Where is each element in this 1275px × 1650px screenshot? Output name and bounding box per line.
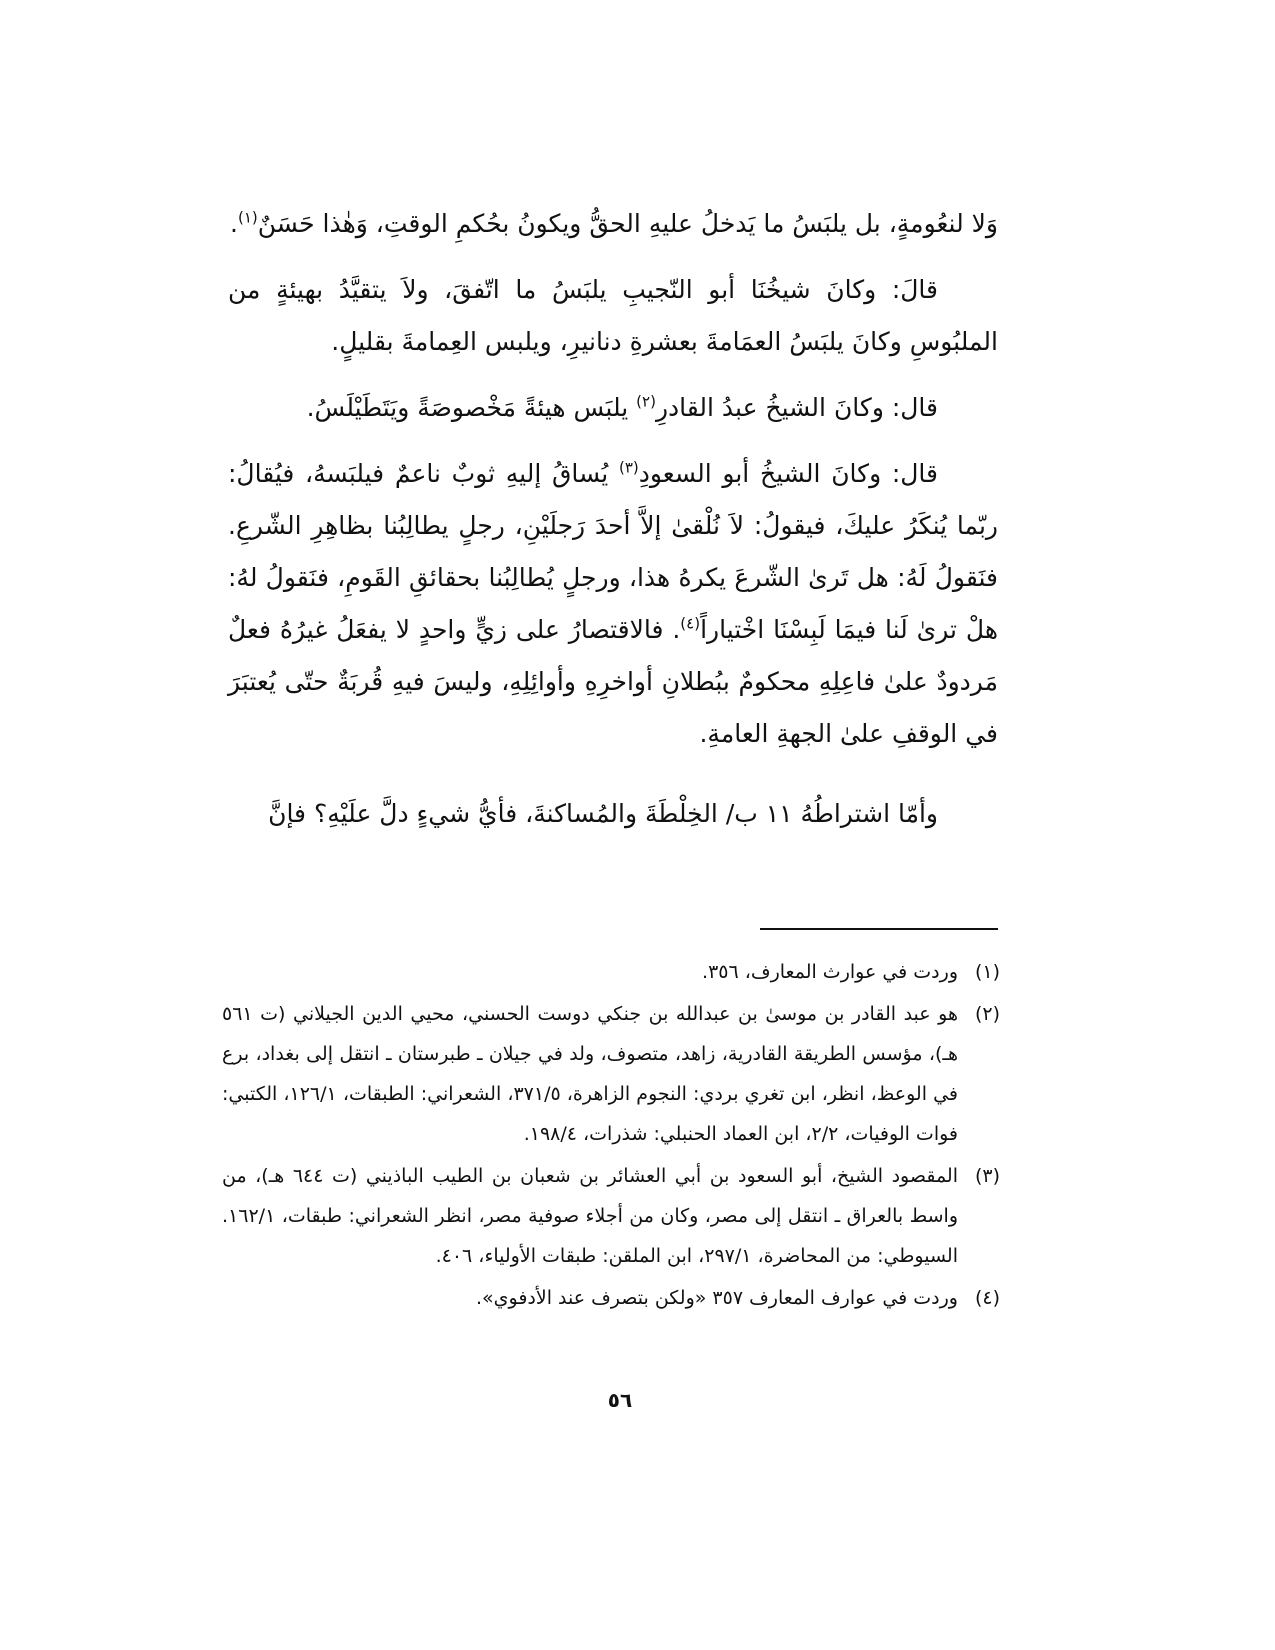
footnote-number: (٢) [974, 1003, 1000, 1025]
footnote-text: هو عبد القادر بن موسىٰ بن عبدالله بن جنكي دوست الحسني، محيي الدين الجيلاني (ت ٥٦١ هـ)، مؤسس الطريقة القادرية، زاهد، متصوف، ولد في جيلان ـ طبرستان ـ انتقل إلى بغداد، برع في الوعظ، انظر، ابن تغري بردي: النجوم الزاهرة، ٣٧١/٥، الشعراني: الطبقات، ١٢٦/١، الكتبي: فوات الوفيات، ٢/٢، ابن العماد الحنبلي: شذرات، ١٩٨/٤. [222, 1003, 958, 1145]
footnotes [222, 952, 1000, 1320]
paragraph-5: وأمّا اشتراطُهُ ١١ ب/ الخِلْطَةَ والمُساكنةَ، فأيُّ شيءٍ دلَّ علَيْهِ؟ فإنَّ [268, 799, 938, 828]
footnote-text: المقصود الشيخ، أبو السعود بن أبي العشائر بن شعبان بن الطيب الباذيني (ت ٦٤٤ هـ)، من واسط بالعراق ـ انتقل إلى مصر، وكان من أجلاء صوفية مصر، انظر الشعراني: طبقات، ١٦٢/١. السيوطي: من المحاضرة، ٢٩٧/١، ابن الملقن: طبقات الأولياء، ٤٠٦. [222, 1165, 958, 1267]
paragraph-4-text-a: قال: وكانَ الشيخُ أبو السعودِ [638, 459, 938, 488]
footnote-separator [760, 928, 998, 930]
paragraph-1 [228, 198, 998, 250]
footnote-ref-4: (٤) [680, 614, 701, 633]
paragraph-4 [228, 448, 998, 760]
paragraph-2: قالَ: وكانَ شيخُنَا أبو النّجيبِ يلبَسُ ما اتّفقَ، ولاَ يتقيَّدُ بهيئةٍ من الملبُوسِ وكانَ يلبَسُ العمَامةَ بعشرةِ دنانيرِ، ويلبس العِمامةَ بقليلٍ. [228, 275, 998, 356]
paragraph-4-text-c: . فالاقتصارُ على زيٍّ واحدٍ لا يفعَلُ غيرُهُ فعلٌ مَردودٌ علىٰ فاعِلِهِ محكومٌ ببُطلانِ أواخرِهِ وأوائِلِهِ، وليسَ فيهِ قُربَةٌ حتّى يُعتبَرَ في الوقفِ علىٰ الجهةِ العامةِ. [228, 615, 998, 748]
footnote-ref-1: (١) [238, 208, 258, 227]
main-text [228, 198, 998, 854]
footnote-text: وردت في عوارث المعارف، ٣٥٦. [702, 961, 958, 983]
paragraph-3 [228, 382, 998, 434]
footnote-number: (١) [974, 961, 1000, 983]
page-number: ٥٦ [607, 1388, 633, 1412]
footnote-number: (٣) [974, 1165, 1000, 1187]
footnote-4 [222, 1278, 1000, 1318]
paragraph-1-end: . [230, 209, 238, 238]
paragraph-3-text-b: يلبَس هيئةً مَخْصوصَةً ويَتَطَيْلَسُ. [306, 393, 637, 422]
footnote-text: وردت في عوارف المعارف ٣٥٧ «ولكن بتصرف عند الأدفوي». [475, 1287, 958, 1309]
footnote-ref-2: (٢) [636, 392, 656, 411]
paragraph-3-text-a: قال: وكانَ الشيخُ عبدُ القادرِ [655, 393, 938, 422]
footnote-3 [222, 1156, 1000, 1276]
footnote-ref-3: (٣) [618, 458, 639, 477]
footnote-2 [222, 994, 1000, 1154]
footnote-number: (٤) [974, 1287, 1000, 1309]
paragraph-4-text-b: يُساقُ إليهِ ثوبٌ ناعمٌ فيلبَسهُ، فيُقالُ: ربّما يُنكَرُ عليكَ، فيقولُ: لاَ نُلْقىٰ إلاَّ أحدَ رَجلَيْنِ، رجلٍ يطالِبُنا بظاهِرِ الشّرعِ. فنَقولُ لَهُ: هل تَرىٰ الشّرعَ يكرهُ هذا، ورجلٍ يُطالِبُنا بحقائقِ القَومِ، فنَقولُ لهُ: هلْ ترىٰ لَنا فيمَا لَبِسْنَا اخْتياراً [228, 459, 998, 644]
footnote-1 [222, 952, 1000, 992]
paragraph-1-text: وَلا لنعُومةٍ، بل يلبَسُ ما يَدخلُ عليهِ الحقُّ ويكونُ بحُكمِ الوقتِ، وَهٰذا حَسَنٌ [257, 209, 998, 238]
